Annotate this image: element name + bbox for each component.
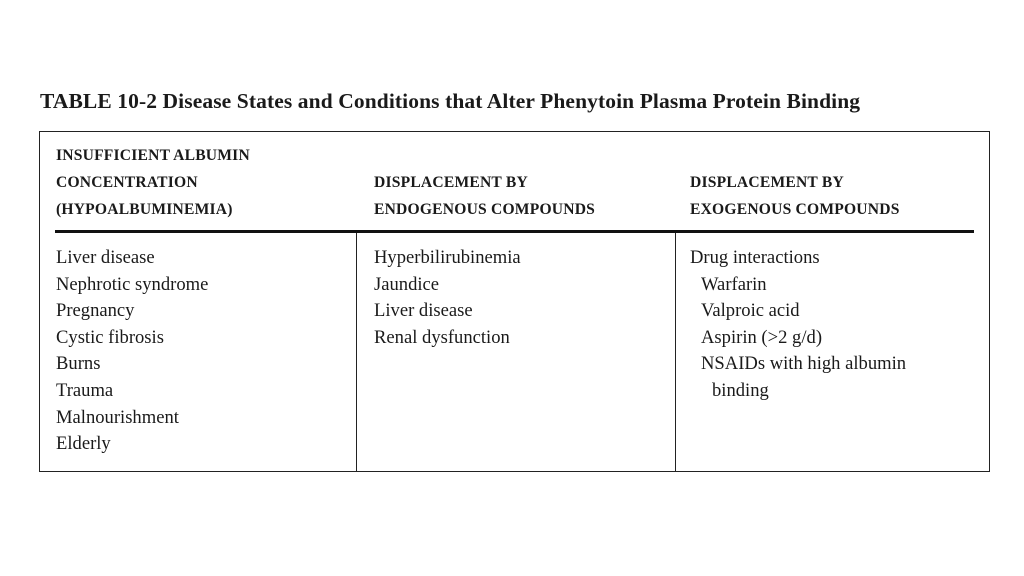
list-item: Liver disease [374, 300, 473, 322]
list-item: Trauma [56, 379, 114, 401]
table-title: TABLE 10-2 Disease States and Conditions that Alter Phenytoin Plasma Protein Binding [40, 89, 861, 113]
header-line: DISPLACEMENT BY [690, 174, 844, 191]
list-item: Valproic acid [701, 300, 800, 322]
list-item: Pregnancy [56, 300, 135, 322]
list-item: Nephrotic syndrome [56, 273, 209, 295]
list-item: Malnourishment [56, 406, 179, 428]
column-exogenous-list [690, 245, 906, 405]
list-item: Renal dysfunction [374, 326, 510, 348]
header-line: EXOGENOUS COMPOUNDS [690, 201, 900, 218]
list-item: Warfarin [701, 273, 767, 295]
column-header-hypoalbuminemia [56, 142, 250, 223]
column-header-endogenous [374, 169, 595, 223]
list-item: Liver disease [56, 247, 155, 268]
column-hypoalbuminemia-list [56, 245, 208, 458]
column-endogenous-list [374, 245, 521, 351]
column-divider [356, 233, 357, 471]
list-item: Hyperbilirubinemia [374, 247, 521, 268]
list-item: Elderly [56, 433, 111, 455]
column-divider [675, 233, 676, 471]
list-item: NSAIDs with high albumin [701, 353, 907, 375]
list-item: Aspirin (>2 g/d) [701, 326, 823, 348]
column-header-exogenous [690, 169, 900, 223]
header-line: (HYPOALBUMINEMIA) [56, 201, 233, 218]
list-item: Cystic fibrosis [56, 326, 164, 348]
list-item: Burns [56, 353, 101, 375]
header-line: DISPLACEMENT BY [374, 174, 528, 191]
protein-binding-table [39, 131, 990, 472]
header-line: CONCENTRATION [56, 174, 198, 191]
header-line: INSUFFICIENT ALBUMIN [56, 147, 250, 164]
list-item: Drug interactions [690, 247, 820, 268]
list-item: Jaundice [374, 273, 440, 295]
header-line: ENDOGENOUS COMPOUNDS [374, 201, 596, 218]
header-rule [55, 230, 974, 233]
list-item: binding [712, 379, 769, 401]
